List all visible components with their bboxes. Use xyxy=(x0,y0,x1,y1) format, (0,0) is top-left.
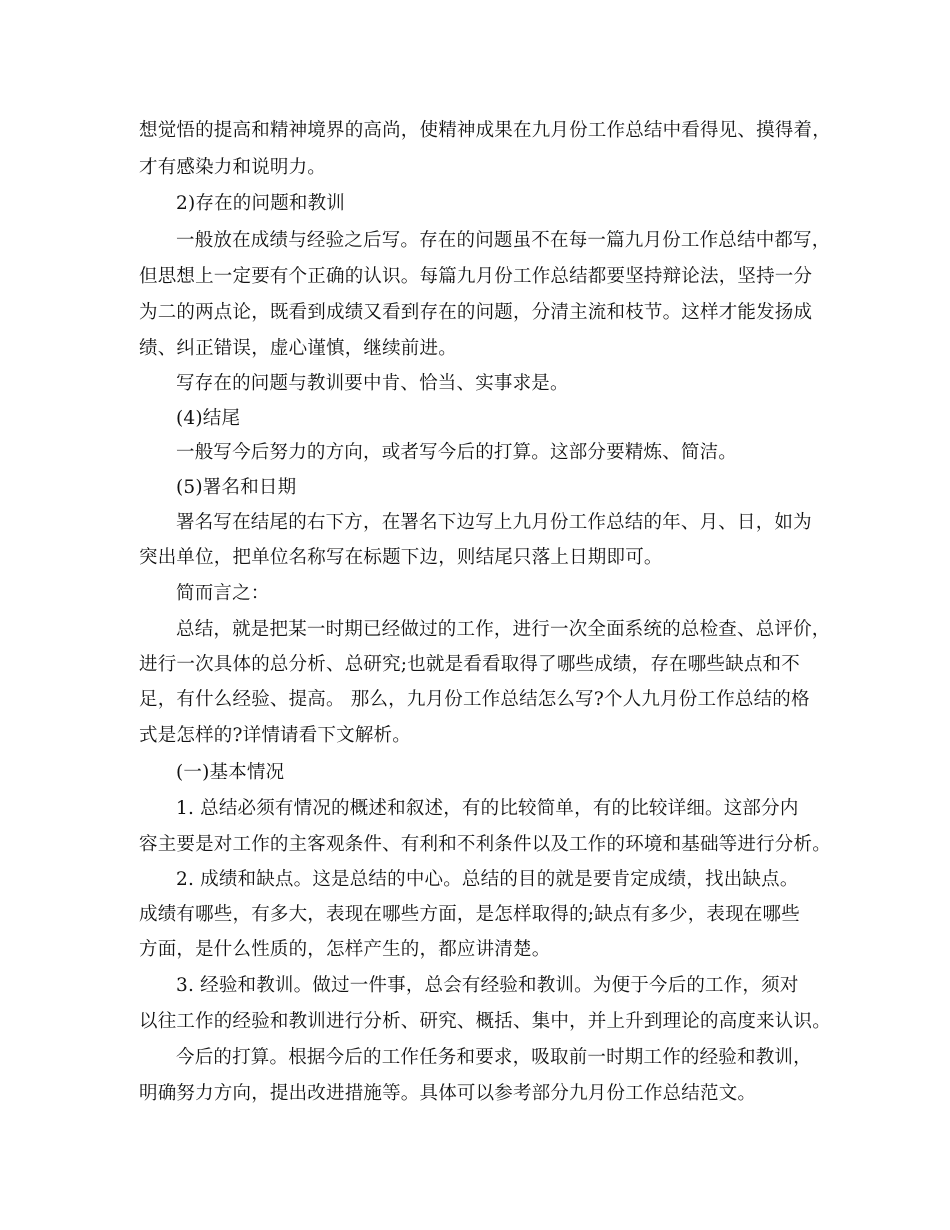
text-line: 足，有什么经验、提高。 那么，九月份工作总结怎么写?个人九月份工作总结的格 xyxy=(139,689,810,710)
section-heading: (4)结尾 xyxy=(176,408,241,429)
text-line: 今后的打算。根据今后的工作任务和要求，吸取前一时期工作的经验和教训， xyxy=(176,1047,812,1068)
text-line: 方面，是什么性质的，怎样产生的，都应讲清楚。 xyxy=(139,939,551,960)
section-heading: (一)基本情况 xyxy=(176,762,285,783)
text-line: 容主要是对工作的主客观条件、有利和不利条件以及工作的环境和基础等进行分析。 xyxy=(139,834,831,855)
text-line: 写存在的问题与教训要中肯、恰当、实事求是。 xyxy=(176,373,569,394)
text-line: 式是怎样的?详情请看下文解析。 xyxy=(139,725,411,746)
text-line: 以往工作的经验和教训进行分析、研究、概括、集中，并上升到理论的高度来认识。 xyxy=(139,1011,831,1032)
text-line: 明确努力方向，提出改进措施等。具体可以参考部分九月份工作总结范文。 xyxy=(139,1083,757,1104)
text-line: 为二的两点论，既看到成绩又看到存在的问题，分清主流和枝节。这样才能发扬成 xyxy=(139,302,813,323)
text-line: 署名写在结尾的右下方，在署名下边写上九月份工作总结的年、月、日，如为 xyxy=(176,512,812,533)
text-line: 成绩有哪些，有多大，表现在哪些方面，是怎样取得的;缺点有多少，表现在哪些 xyxy=(139,904,800,925)
text-line: 才有感染力和说明力。 xyxy=(139,157,327,178)
text-line: 总结，就是把某一时期已经做过的工作，进行一次全面系统的总检查、总评价， xyxy=(176,619,831,640)
section-heading: 2)存在的问题和教训 xyxy=(176,193,345,214)
text-line: 想觉悟的提高和精神境界的高尚，使精神成果在九月份工作总结中看得见、摸得着， xyxy=(139,120,831,141)
text-line: 但思想上一定要有个正确的认识。每篇九月份工作总结都要坚持辩论法，坚持一分 xyxy=(139,266,813,287)
text-line: 进行一次具体的总分析、总研究;也就是看看取得了哪些成绩，存在哪些缺点和不 xyxy=(139,654,800,675)
text-line: 1. 总结必须有情况的概述和叙述，有的比较简单，有的比较详细。这部分内 xyxy=(176,798,799,819)
text-line: 一般放在成绩与经验之后写。存在的问题虽不在每一篇九月份工作总结中都写， xyxy=(176,230,831,251)
text-line: 一般写今后努力的方向，或者写今后的打算。这部分要精炼、简洁。 xyxy=(176,442,738,463)
text-line: 简而言之： xyxy=(176,583,270,604)
section-heading: (5)署名和日期 xyxy=(176,477,297,498)
text-line: 绩、纠正错误，虚心谨慎，继续前进。 xyxy=(139,338,457,359)
text-line: 2. 成绩和缺点。这是总结的中心。总结的目的就是要肯定成绩，找出缺点。 xyxy=(176,869,799,890)
text-line: 3. 经验和教训。做过一件事，总会有经验和教训。为便于今后的工作，须对 xyxy=(176,975,799,996)
text-line: 突出单位，把单位名称写在标题下边，则结尾只落上日期即可。 xyxy=(139,547,663,568)
